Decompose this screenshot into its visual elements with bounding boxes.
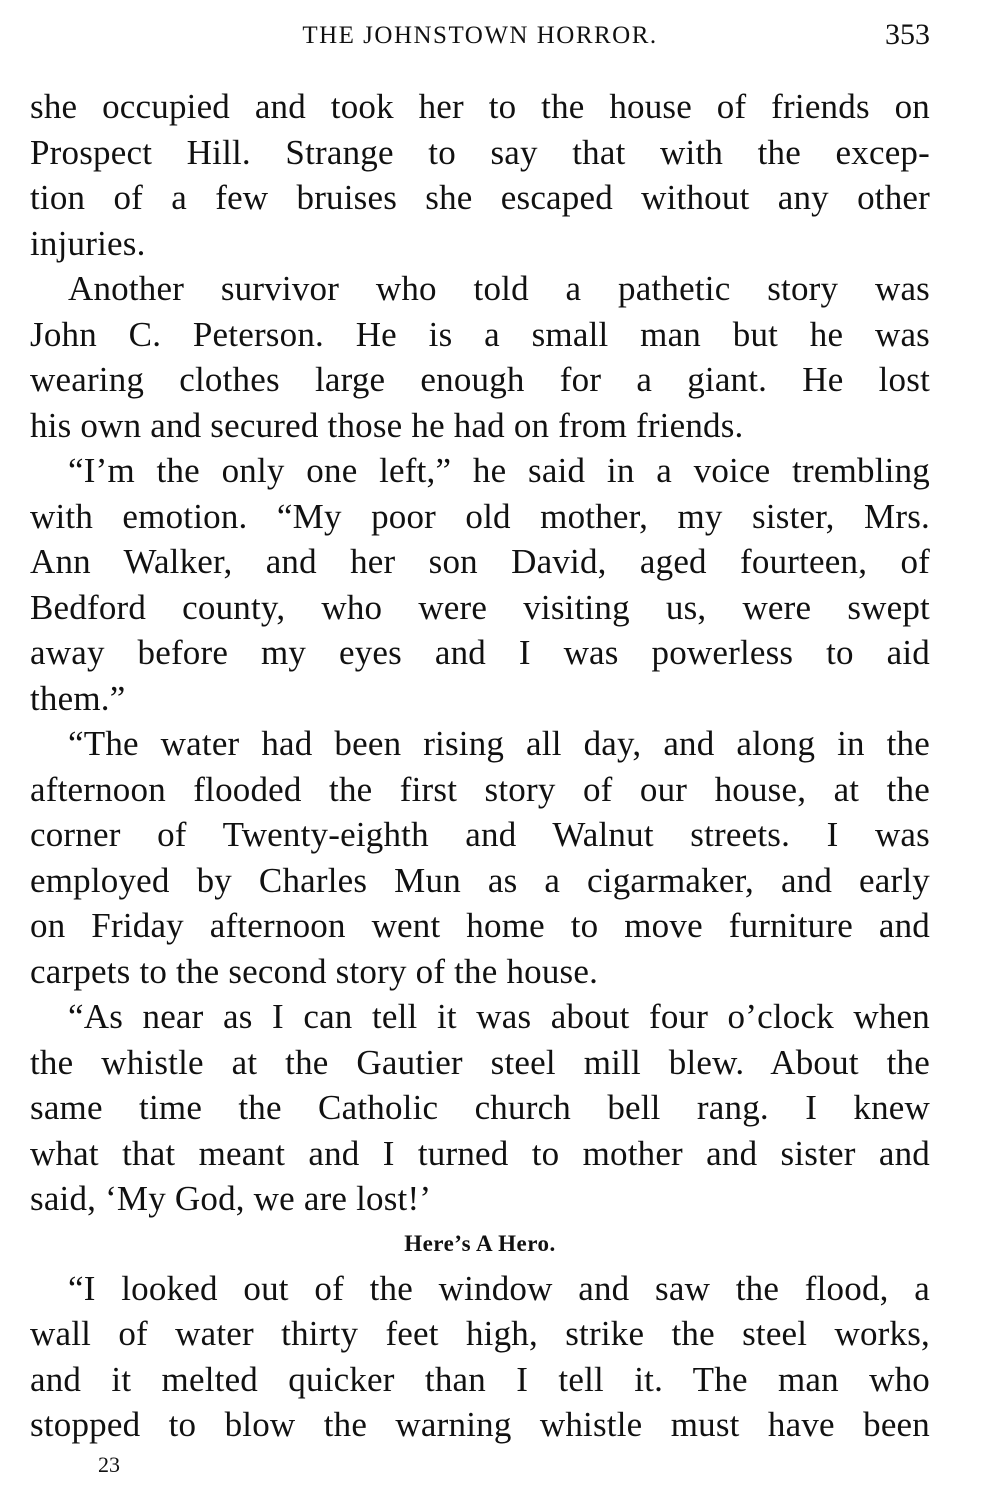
text-line: said, ‘My God, we are lost!’ (30, 1179, 432, 1218)
text-line: “I looked out of the window and saw the flood, a (68, 1268, 930, 1308)
text-line: injuries. (30, 223, 146, 263)
text-line: with emotion. “My poor old mother, my sister, Mrs. (30, 496, 930, 536)
text-line: she occupied and took her to the house of friends on (30, 87, 930, 126)
text-line: on Friday afternoon went home to move furniture and (30, 906, 930, 945)
text-line: stopped to blow the warning whistle must have been (30, 1405, 930, 1444)
text-line: Prospect Hill. Strange to say that with the excep- (30, 132, 930, 172)
text-line: “The water had been rising all day, and along in the (68, 724, 930, 763)
text-line: Bedford county, who were visiting us, were swept (30, 587, 930, 627)
text-line: Ann Walker, and her son David, aged fourteen, of (30, 542, 930, 581)
text-line: afternoon flooded the first story of our house, at the (30, 769, 930, 809)
text-line: and it melted quicker than I tell it. The man who (30, 1359, 930, 1399)
signature-mark: 23 (98, 1452, 120, 1477)
text-line: them.” (30, 678, 126, 718)
text-line: “I’m the only one left,” he said in a voice trembling (68, 451, 930, 490)
text-line: Another survivor who told a pathetic story was (68, 269, 930, 308)
text-line: John C. Peterson. He is a small man but he was (30, 314, 930, 354)
text-line: carpets to the second story of the house. (30, 951, 599, 991)
text-line: same time the Catholic church bell rang. I knew (30, 1088, 930, 1127)
running-title: THE JOHNSTOWN HORROR. (302, 22, 658, 49)
page-number: 353 (885, 18, 930, 51)
page-header (30, 16, 930, 60)
text-line: wall of water thirty feet high, strike the steel works, (30, 1314, 930, 1353)
text-line: corner of Twenty-eighth and Walnut streets. I was (30, 815, 930, 854)
text-line: what that meant and I turned to mother and sister and (30, 1133, 930, 1173)
section-subheading: Here’s A Hero. (404, 1230, 556, 1256)
text-line: wearing clothes large enough for a giant. He lost (30, 360, 930, 399)
body-text (30, 84, 930, 1448)
text-line: “As near as I can tell it was about four o’clock when (68, 997, 930, 1036)
text-line: tion of a few bruises she escaped without any other (30, 178, 930, 217)
text-line: employed by Charles Mun as a cigarmaker, and early (30, 860, 930, 900)
text-line: his own and secured those he had on from friends. (30, 405, 744, 445)
text-line: away before my eyes and I was powerless to aid (30, 633, 930, 672)
text-line: the whistle at the Gautier steel mill blew. About the (30, 1042, 930, 1082)
